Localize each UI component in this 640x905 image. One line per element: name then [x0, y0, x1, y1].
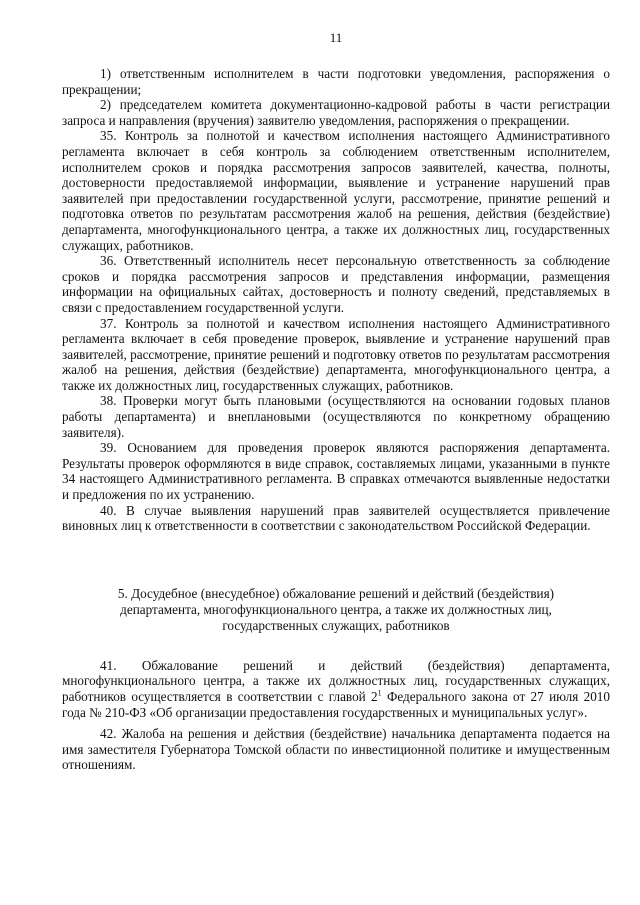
paragraph-41-text-a: 41. Обжалование решений и действий (бездействия) департамента, многофункционального центра, а также их должностных лиц, государственных служащих, работников осуществляется в соответствии с главой 2 — [62, 657, 610, 704]
section-title-line-3: государственных служащих, работников — [222, 617, 450, 633]
paragraph-35: 35. Контроль за полнотой и качеством исполнения настоящего Административного регламента включает в себя контроль за соблюдением ответственным исполнителем, исполнителем сроков и порядка рассмотрения запросов заявителей, качества, полноты, достоверности предоставляемой информации, выявление и устранение нарушений прав заявителей при предоставлении государственной услуги, рассмотрение, принятие решений и подготовка ответов по результатам рассмотрения жалоб на решения, действия (бездействие) департамента, многофункционального центра, а также их должностных лиц, государственных служащих, работников. — [62, 128, 610, 253]
page-number: 11 — [329, 30, 343, 45]
paragraph-40: 40. В случае выявления нарушений прав заявителей осуществляется привлечение виновных лиц к ответственности в соответствии с законодательством Российской Федерации. — [62, 502, 610, 534]
paragraph-item-1: 1) ответственным исполнителем в части подготовки уведомления, распоряжения о прекращении; — [62, 66, 610, 97]
section-title-line-1: 5. Досудебное (внесудебное) обжалование решений и действий (бездействия) — [117, 585, 555, 601]
section-title-line-2: департамента, многофункционального центра, а также их должностных лиц, — [120, 601, 552, 617]
paragraph-41-superscript: 1 — [377, 688, 382, 698]
paragraph-item-2: 2) председателем комитета документационно-кадровой работы в части регистрации запроса и направления (вручения) заявителю уведомления, распоряжения о прекращении. — [62, 97, 610, 128]
document-page — [62, 30, 610, 773]
paragraph-36: 36. Ответственный исполнитель несет персональную ответственность за соблюдение сроков и порядка рассмотрения запросов и представления информации, размещения информации на официальных сайтах, достоверность и полноту сведений, представляемых в связи с предоставлением государственной услуги. — [62, 253, 610, 315]
paragraph-37: 37. Контроль за полнотой и качеством исполнения настоящего Административного регламента включает в себя проведение проверок, выявление и устранение нарушений прав заявителей, рассмотрение, принятие решений и подготовку ответов по результатам рассмотрения жалоб на решения, действия (бездействие) департамента, многофункционального центра, а также их должностных лиц, государственных служащих, работников. — [62, 315, 610, 393]
section-5-title — [62, 586, 610, 634]
paragraph-39: 39. Основанием для проведения проверок являются распоряжения департамента. Результаты проверок оформляются в виде справок, составляемых лицами, указанными в пункте 34 настоящего Административного регламента. В справках отмечаются выявленные недостатки и предложения по их устранению. — [62, 440, 610, 503]
paragraph-38: 38. Проверки могут быть плановыми (осуществляются на основании годовых планов работы департамента) и внеплановыми (осуществляются по конкретному обращению заявителя). — [62, 393, 610, 440]
paragraph-41 — [62, 658, 610, 720]
paragraph-42: 42. Жалоба на решения и действия (бездействие) начальника департамента подается на имя заместителя Губернатора Томской области по инвестиционной политике и имущественным отношениям. — [62, 726, 610, 773]
paragraph-41-text-b: Федерального закона от 27 июля 2010 года № 210-ФЗ «Об организации предоставления государственных и муниципальных услуг». — [62, 689, 610, 720]
